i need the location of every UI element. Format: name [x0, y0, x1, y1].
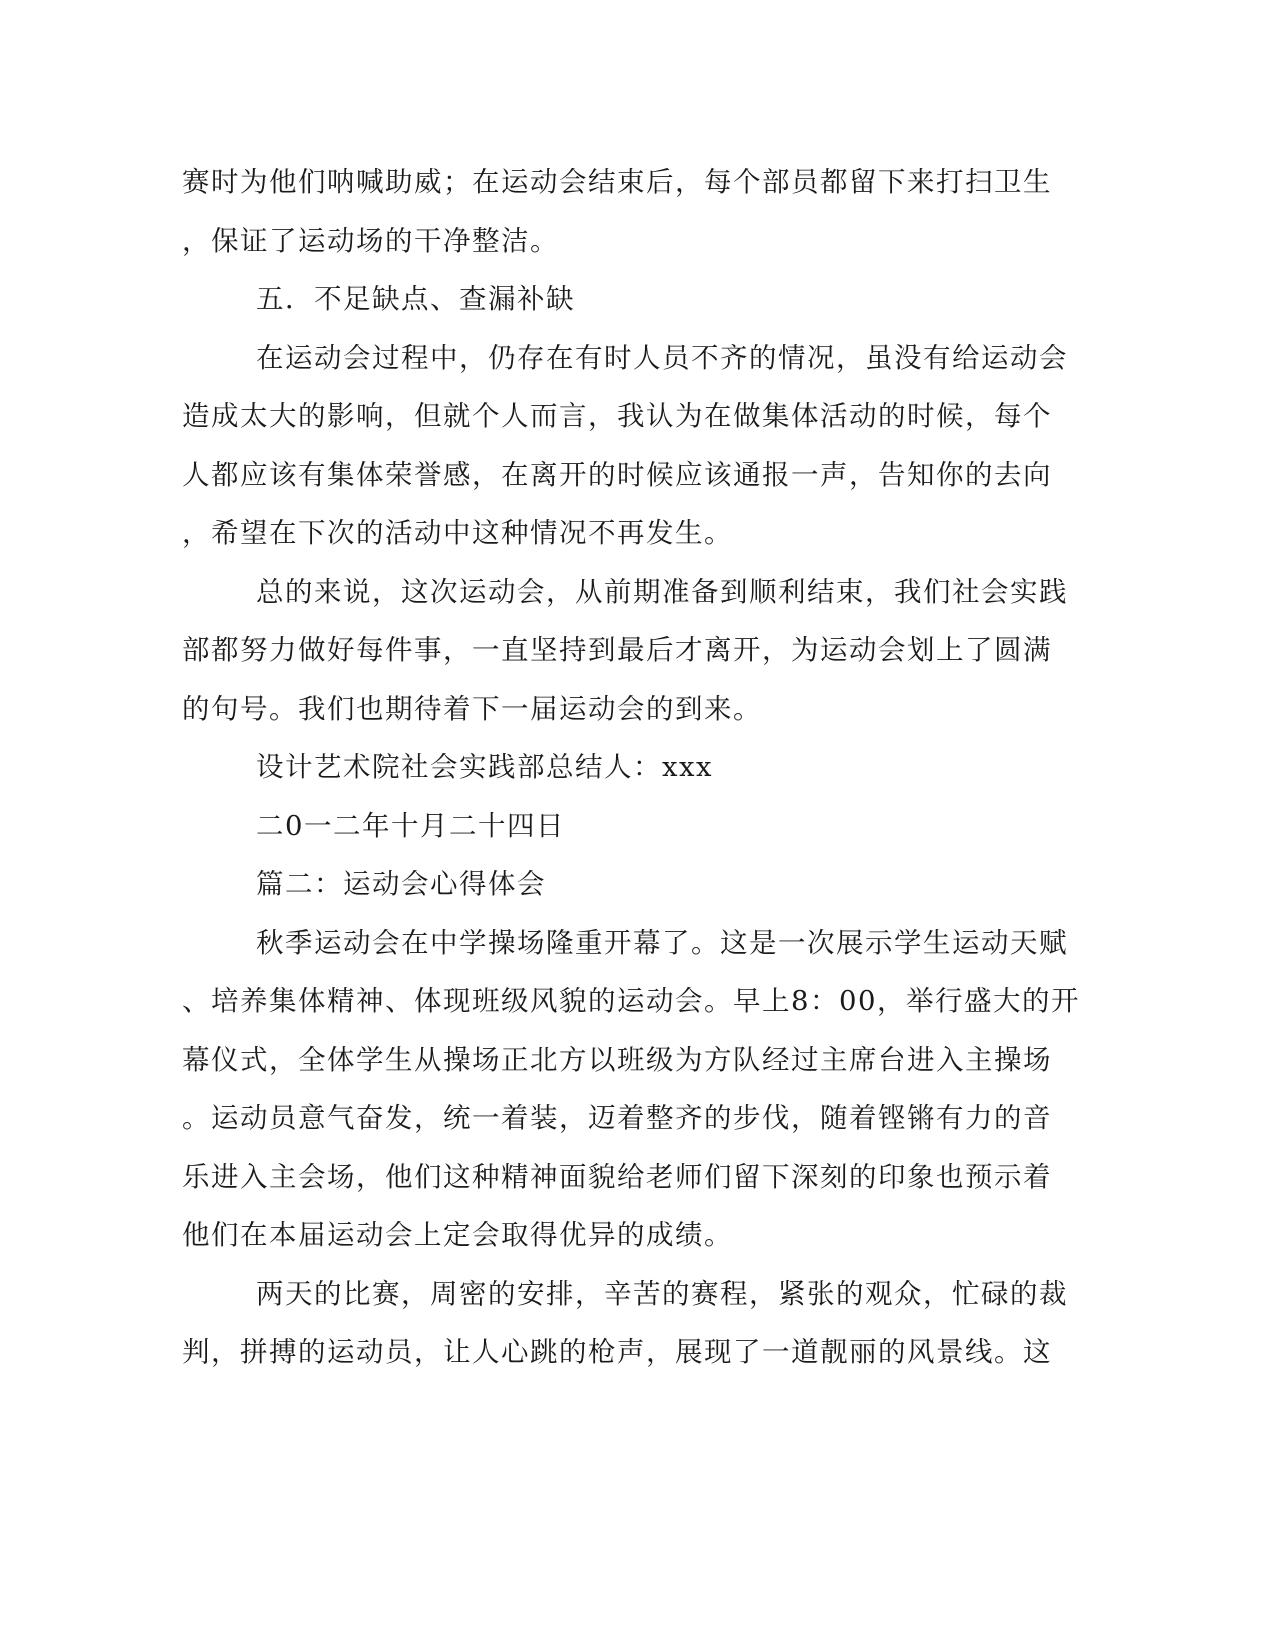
signature-line: 设计艺术院社会实践部总结人：xxx — [256, 751, 714, 783]
text-line: 、培养集体精神、体现班级风貌的运动会。早上8：00，举行盛大的开 — [182, 985, 1080, 1017]
text-line: 。运动员意气奋发，统一着装，迈着整齐的步伐，随着铿锵有力的音 — [182, 1102, 1052, 1134]
text-line: 赛时为他们呐喊助威；在运动会结束后，每个部员都留下来打扫卫生 — [182, 166, 1052, 198]
text-line: 他们在本届运动会上定会取得优异的成绩。 — [182, 1219, 733, 1251]
text-line: ，保证了运动场的干净整洁。 — [182, 224, 559, 257]
text-line: ，希望在下次的活动中这种情况不再发生。 — [182, 517, 733, 549]
document-body — [182, 160, 1080, 1389]
text-line: 部都努力做好每件事，一直坚持到最后才离开，为运动会划上了圆满 — [182, 634, 1052, 666]
text-line: 造成太大的影响，但就个人而言，我认为在做集体活动的时候，每个 — [182, 400, 1052, 432]
text-line: 人都应该有集体荣誉感，在离开的时候应该通报一声，告知你的去向 — [182, 458, 1052, 491]
text-line: 秋季运动会在中学操场隆重开幕了。这是一次展示学生运动天赋 — [256, 926, 1068, 959]
text-line: 幕仪式，全体学生从操场正北方以班级为方队经过主席台进入主操场 — [182, 1043, 1052, 1076]
section-heading: 篇二：运动会心得体会 — [256, 868, 546, 900]
text-line: 乐进入主会场，他们这种精神面貌给老师们留下深刻的印象也预示着 — [182, 1160, 1052, 1193]
date-line: 二0一二年十月二十四日 — [256, 809, 565, 842]
section-heading: 五．不足缺点、查漏补缺 — [256, 283, 575, 315]
text-line: 的句号。我们也期待着下一届运动会的到来。 — [182, 692, 762, 725]
text-line: 判，拼搏的运动员，让人心跳的枪声，展现了一道靓丽的风景线。这 — [182, 1336, 1052, 1368]
text-line: 两天的比赛，周密的安排，辛苦的赛程，紧张的观众，忙碌的裁 — [256, 1277, 1068, 1310]
text-line: 在运动会过程中，仍存在有时人员不齐的情况，虽没有给运动会 — [256, 341, 1068, 374]
text-line: 总的来说，这次运动会，从前期准备到顺利结束，我们社会实践 — [256, 575, 1068, 608]
